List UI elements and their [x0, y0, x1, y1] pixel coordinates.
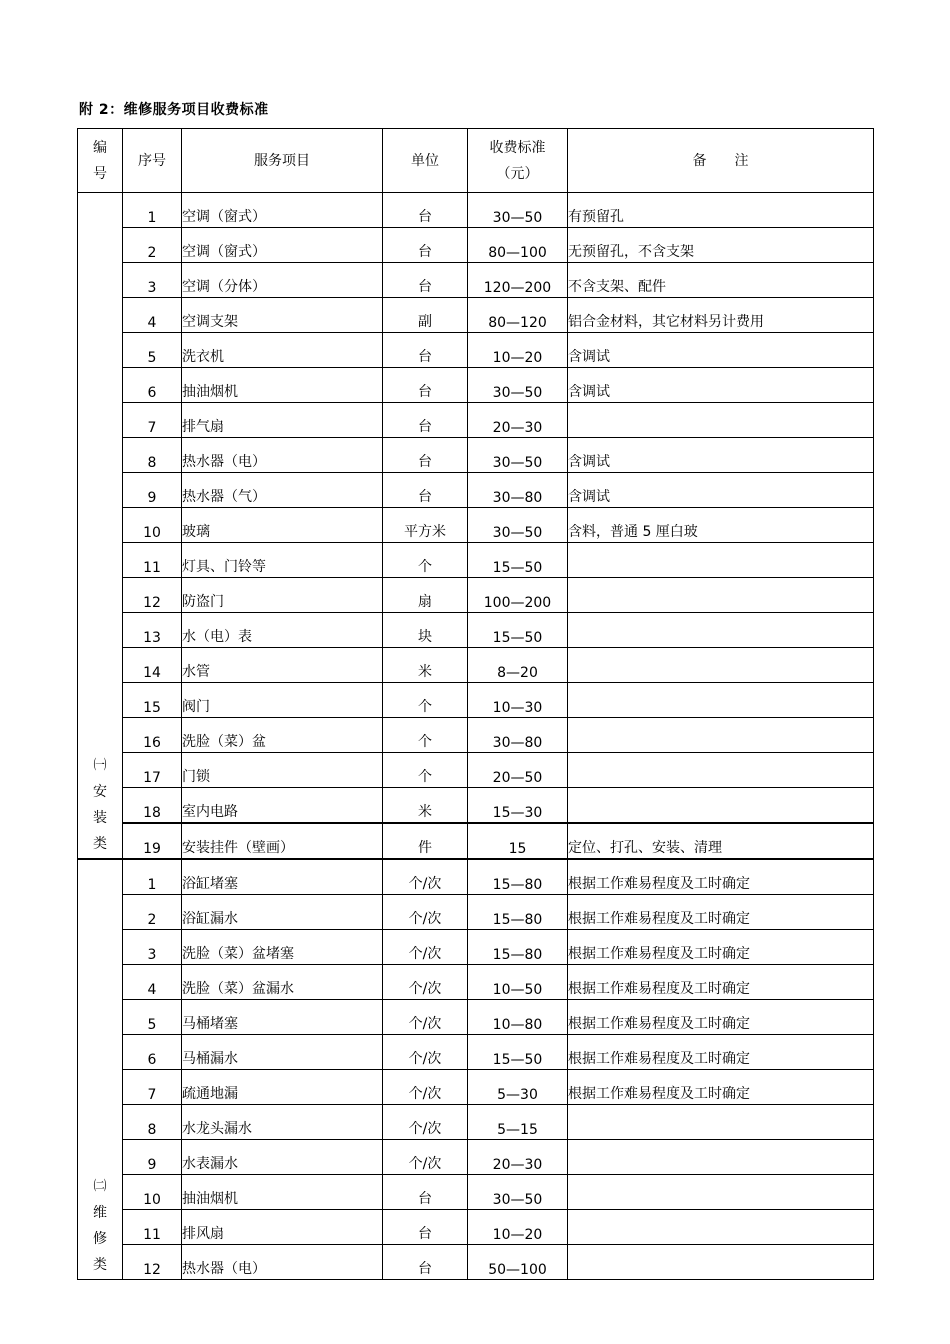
- row-service-item: 安装挂件（壁画）: [182, 823, 383, 859]
- header-unit: 单位: [383, 129, 468, 193]
- row-unit: 副: [383, 298, 468, 333]
- row-unit: 个: [383, 753, 468, 788]
- row-seq: 7: [123, 403, 182, 438]
- row-service-item: 浴缸漏水: [182, 895, 383, 930]
- row-fee: 15—80: [468, 930, 568, 965]
- table-row: [78, 508, 874, 543]
- row-seq: 2: [123, 895, 182, 930]
- row-unit: 台: [383, 1210, 468, 1245]
- table-row: [78, 1140, 874, 1175]
- row-fee: 30—80: [468, 473, 568, 508]
- row-note: 不含支架、配件: [568, 263, 874, 298]
- row-service-item: 排气扇: [182, 403, 383, 438]
- table-row: [78, 683, 874, 718]
- table-row: [78, 1070, 874, 1105]
- row-seq: 9: [123, 473, 182, 508]
- section-label-char: 类: [93, 1257, 107, 1273]
- row-fee: 15—30: [468, 788, 568, 824]
- row-seq: 2: [123, 228, 182, 263]
- row-service-item: 空调（分体）: [182, 263, 383, 298]
- row-note: [568, 578, 874, 613]
- row-note: [568, 1175, 874, 1210]
- row-seq: 13: [123, 613, 182, 648]
- row-service-item: 空调（窗式）: [182, 193, 383, 228]
- row-seq: 5: [123, 1000, 182, 1035]
- row-unit: 个/次: [383, 1105, 468, 1140]
- header-code-line1: 编: [93, 139, 107, 156]
- table-row: [78, 578, 874, 613]
- table-row: [78, 648, 874, 683]
- row-fee: 15—80: [468, 859, 568, 895]
- row-seq: 17: [123, 753, 182, 788]
- table-row: [78, 895, 874, 930]
- table-row: [78, 298, 874, 333]
- row-note: [568, 648, 874, 683]
- row-fee: 10—30: [468, 683, 568, 718]
- row-unit: 台: [383, 1245, 468, 1280]
- row-unit: 台: [383, 228, 468, 263]
- table-row: [78, 228, 874, 263]
- header-fee: [468, 129, 568, 193]
- row-unit: 台: [383, 368, 468, 403]
- section-label-char: ㈠: [93, 758, 107, 773]
- row-seq: 12: [123, 578, 182, 613]
- section-label-char: 装: [93, 810, 107, 826]
- header-fee-line1: 收费标准: [489, 139, 546, 156]
- row-fee: 15—50: [468, 1035, 568, 1070]
- row-service-item: 防盗门: [182, 578, 383, 613]
- row-note: 无预留孔，不含支架: [568, 228, 874, 263]
- row-service-item: 水管: [182, 648, 383, 683]
- row-service-item: 热水器（电）: [182, 438, 383, 473]
- row-service-item: 室内电路: [182, 788, 383, 824]
- table-row: [78, 193, 874, 228]
- row-note: [568, 1105, 874, 1140]
- row-note: 根据工作难易程度及工时确定: [568, 965, 874, 1000]
- row-unit: 个: [383, 543, 468, 578]
- row-fee: 30—80: [468, 718, 568, 753]
- row-unit: 台: [383, 473, 468, 508]
- row-note: [568, 403, 874, 438]
- row-note: 根据工作难易程度及工时确定: [568, 859, 874, 895]
- row-fee: 30—50: [468, 193, 568, 228]
- row-seq: 14: [123, 648, 182, 683]
- header-row: [78, 129, 874, 193]
- row-service-item: 阀门: [182, 683, 383, 718]
- row-service-item: 疏通地漏: [182, 1070, 383, 1105]
- table-row: [78, 473, 874, 508]
- row-seq: 1: [123, 859, 182, 895]
- row-fee: 15—80: [468, 895, 568, 930]
- row-seq: 9: [123, 1140, 182, 1175]
- row-service-item: 灯具、门铃等: [182, 543, 383, 578]
- row-service-item: 洗衣机: [182, 333, 383, 368]
- table-row: [78, 753, 874, 788]
- row-fee: 30—50: [468, 368, 568, 403]
- row-seq: 1: [123, 193, 182, 228]
- row-service-item: 水（电）表: [182, 613, 383, 648]
- table-row: [78, 1175, 874, 1210]
- table-row: [78, 930, 874, 965]
- row-fee: 30—50: [468, 438, 568, 473]
- row-seq: 8: [123, 438, 182, 473]
- row-service-item: 空调（窗式）: [182, 228, 383, 263]
- row-note: [568, 1140, 874, 1175]
- row-fee: 80—120: [468, 298, 568, 333]
- row-fee: 30—50: [468, 1175, 568, 1210]
- row-note: [568, 1245, 874, 1280]
- row-service-item: 洗脸（菜）盆: [182, 718, 383, 753]
- row-fee: 30—50: [468, 508, 568, 543]
- row-service-item: 排风扇: [182, 1210, 383, 1245]
- row-seq: 10: [123, 508, 182, 543]
- row-unit: 个: [383, 683, 468, 718]
- row-fee: 10—50: [468, 965, 568, 1000]
- row-service-item: 马桶堵塞: [182, 1000, 383, 1035]
- row-note: [568, 718, 874, 753]
- row-note: [568, 788, 874, 824]
- row-unit: 台: [383, 263, 468, 298]
- table-row: [78, 859, 874, 895]
- document-title: 附 2：维修服务项目收费标准: [79, 102, 269, 118]
- table-row: [78, 823, 874, 859]
- row-seq: 18: [123, 788, 182, 824]
- row-fee: 20—30: [468, 1140, 568, 1175]
- row-service-item: 水龙头漏水: [182, 1105, 383, 1140]
- row-seq: 4: [123, 965, 182, 1000]
- row-service-item: 抽油烟机: [182, 368, 383, 403]
- row-note: 根据工作难易程度及工时确定: [568, 1000, 874, 1035]
- row-unit: 件: [383, 823, 468, 859]
- header-note: 备 注: [568, 129, 874, 193]
- row-seq: 8: [123, 1105, 182, 1140]
- table-row: [78, 368, 874, 403]
- row-fee: 100—200: [468, 578, 568, 613]
- header-service-item: 服务项目: [182, 129, 383, 193]
- row-unit: 个/次: [383, 965, 468, 1000]
- row-unit: 个/次: [383, 895, 468, 930]
- row-note: 铝合金材料，其它材料另计费用: [568, 298, 874, 333]
- row-fee: 10—80: [468, 1000, 568, 1035]
- row-seq: 4: [123, 298, 182, 333]
- row-note: [568, 1210, 874, 1245]
- row-fee: 120—200: [468, 263, 568, 298]
- table-row: [78, 718, 874, 753]
- row-fee: 5—30: [468, 1070, 568, 1105]
- row-fee: 20—30: [468, 403, 568, 438]
- row-unit: 米: [383, 648, 468, 683]
- row-seq: 16: [123, 718, 182, 753]
- row-seq: 15: [123, 683, 182, 718]
- row-note: 根据工作难易程度及工时确定: [568, 930, 874, 965]
- row-seq: 3: [123, 263, 182, 298]
- header-seq: 序号: [123, 129, 182, 193]
- row-seq: 3: [123, 930, 182, 965]
- row-service-item: 马桶漏水: [182, 1035, 383, 1070]
- row-note: 含调试: [568, 438, 874, 473]
- section-label: [78, 859, 123, 1280]
- row-service-item: 水表漏水: [182, 1140, 383, 1175]
- row-note: 含调试: [568, 333, 874, 368]
- table-row: [78, 333, 874, 368]
- row-note: 根据工作难易程度及工时确定: [568, 895, 874, 930]
- row-seq: 19: [123, 823, 182, 859]
- row-unit: 个: [383, 718, 468, 753]
- row-fee: 80—100: [468, 228, 568, 263]
- row-unit: 个/次: [383, 1035, 468, 1070]
- row-seq: 6: [123, 368, 182, 403]
- row-unit: 平方米: [383, 508, 468, 543]
- row-fee: 50—100: [468, 1245, 568, 1280]
- row-unit: 个/次: [383, 930, 468, 965]
- row-note: 含调试: [568, 368, 874, 403]
- row-service-item: 热水器（气）: [182, 473, 383, 508]
- table-row: [78, 965, 874, 1000]
- table-row: [78, 1210, 874, 1245]
- table-row: [78, 438, 874, 473]
- row-note: [568, 683, 874, 718]
- section-label-char: 维: [93, 1205, 107, 1221]
- section-label-char: 类: [93, 836, 107, 852]
- row-service-item: 玻璃: [182, 508, 383, 543]
- row-seq: 11: [123, 1210, 182, 1245]
- row-unit: 台: [383, 403, 468, 438]
- row-note: [568, 543, 874, 578]
- row-note: 定位、打孔、安装、清理: [568, 823, 874, 859]
- section-label: [78, 193, 123, 860]
- section-label-char: 安: [93, 784, 107, 800]
- row-seq: 6: [123, 1035, 182, 1070]
- row-unit: 台: [383, 333, 468, 368]
- row-seq: 12: [123, 1245, 182, 1280]
- row-unit: 个/次: [383, 1070, 468, 1105]
- row-fee: 8—20: [468, 648, 568, 683]
- row-service-item: 浴缸堵塞: [182, 859, 383, 895]
- table-row: [78, 613, 874, 648]
- row-fee: 20—50: [468, 753, 568, 788]
- row-fee: 15—50: [468, 543, 568, 578]
- row-note: 含调试: [568, 473, 874, 508]
- fee-table: [77, 128, 874, 1280]
- row-seq: 10: [123, 1175, 182, 1210]
- table-row: [78, 543, 874, 578]
- row-unit: 个/次: [383, 1000, 468, 1035]
- row-note: [568, 613, 874, 648]
- row-service-item: 抽油烟机: [182, 1175, 383, 1210]
- table-row: [78, 263, 874, 298]
- row-unit: 台: [383, 193, 468, 228]
- row-note: 根据工作难易程度及工时确定: [568, 1035, 874, 1070]
- row-unit: 台: [383, 1175, 468, 1210]
- row-service-item: 热水器（电）: [182, 1245, 383, 1280]
- row-fee: 5—15: [468, 1105, 568, 1140]
- row-unit: 个/次: [383, 859, 468, 895]
- table-row: [78, 403, 874, 438]
- row-note: 含料，普通 5 厘白玻: [568, 508, 874, 543]
- table-row: [78, 788, 874, 824]
- section-label-char: ㈡: [93, 1179, 107, 1194]
- row-note: 有预留孔: [568, 193, 874, 228]
- table-row: [78, 1105, 874, 1140]
- table-row: [78, 1245, 874, 1280]
- row-unit: 块: [383, 613, 468, 648]
- row-note: [568, 753, 874, 788]
- table-row: [78, 1035, 874, 1070]
- row-service-item: 空调支架: [182, 298, 383, 333]
- row-note: 根据工作难易程度及工时确定: [568, 1070, 874, 1105]
- row-fee: 10—20: [468, 1210, 568, 1245]
- row-service-item: 洗脸（菜）盆堵塞: [182, 930, 383, 965]
- header-fee-line2: （元）: [496, 165, 539, 182]
- row-unit: 米: [383, 788, 468, 824]
- row-unit: 扇: [383, 578, 468, 613]
- row-seq: 5: [123, 333, 182, 368]
- table-row: [78, 1000, 874, 1035]
- row-seq: 11: [123, 543, 182, 578]
- row-service-item: 门锁: [182, 753, 383, 788]
- row-service-item: 洗脸（菜）盆漏水: [182, 965, 383, 1000]
- row-seq: 7: [123, 1070, 182, 1105]
- row-unit: 个/次: [383, 1140, 468, 1175]
- row-fee: 15—50: [468, 613, 568, 648]
- header-code-line2: 号: [93, 165, 107, 182]
- row-unit: 台: [383, 438, 468, 473]
- row-fee: 15: [468, 823, 568, 859]
- section-label-char: 修: [93, 1231, 107, 1247]
- header-code: [78, 129, 123, 193]
- row-fee: 10—20: [468, 333, 568, 368]
- table-body: [78, 193, 874, 1280]
